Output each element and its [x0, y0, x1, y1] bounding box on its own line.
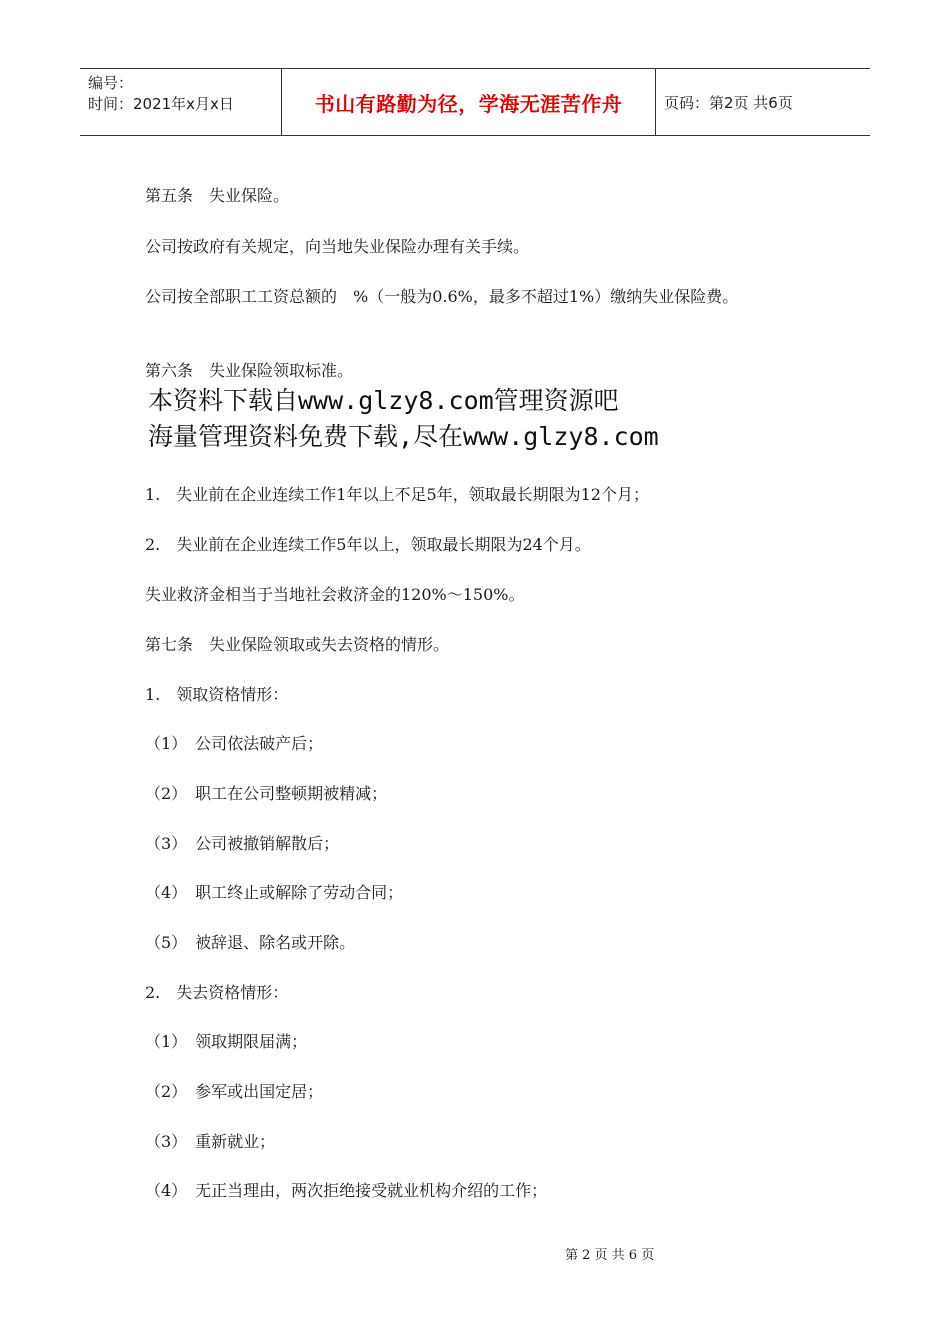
time-label: 时间：2021年x月x日 — [88, 95, 234, 113]
list-item: 1. 失业前在企业连续工作1年以上不足5年，领取最长期限为12个月； — [145, 485, 649, 504]
list-item: 1. 领取资格情形： — [145, 685, 289, 704]
header-page-info: 页码：第2页 共6页 — [664, 93, 793, 112]
article-5-title: 第五条 失业保险。 — [145, 186, 290, 205]
watermark-line-1: 本资料下载自www.glzy8.com管理资源吧 — [148, 386, 619, 415]
page-footer: 第 2 页 共 6 页 — [565, 1248, 655, 1263]
list-item: （5） 被辞退、除名或开除。 — [145, 933, 356, 952]
paragraph: 失业救济金相当于当地社会救济金的120%～150%。 — [145, 585, 525, 604]
header-motto: 书山有路勤为径，学海无涯苦作舟 — [282, 69, 656, 135]
list-item: （2） 参军或出国定居； — [145, 1082, 324, 1101]
header-meta — [80, 69, 282, 135]
list-item: 2. 失业前在企业连续工作5年以上，领取最长期限为24个月。 — [145, 535, 591, 554]
list-item: （3） 重新就业； — [145, 1132, 276, 1151]
list-item: （1） 公司依法破产后； — [145, 734, 324, 753]
list-item: （3） 公司被撤销解散后； — [145, 834, 340, 853]
list-item: （2） 职工在公司整顿期被精减； — [145, 784, 388, 803]
watermark-line-2: 海量管理资料免费下载,尽在www.glzy8.com — [148, 422, 659, 451]
number-label: 编号： — [88, 74, 134, 92]
article-7-title: 第七条 失业保险领取或失去资格的情形。 — [145, 635, 450, 654]
page-header — [80, 68, 870, 136]
list-item: （4） 无正当理由，两次拒绝接受就业机构介绍的工作； — [145, 1181, 548, 1200]
list-item: （4） 职工终止或解除了劳动合同； — [145, 883, 404, 902]
article-6-title: 第六条 失业保险领取标准。 — [145, 361, 354, 380]
paragraph: 公司按政府有关规定，向当地失业保险办理有关手续。 — [145, 237, 530, 256]
list-item: （1） 领取期限届满； — [145, 1032, 308, 1051]
list-item: 2. 失去资格情形： — [145, 983, 289, 1002]
paragraph: 公司按全部职工工资总额的 %（一般为0.6%，最多不超过1%）缴纳失业保险费。 — [145, 287, 739, 306]
